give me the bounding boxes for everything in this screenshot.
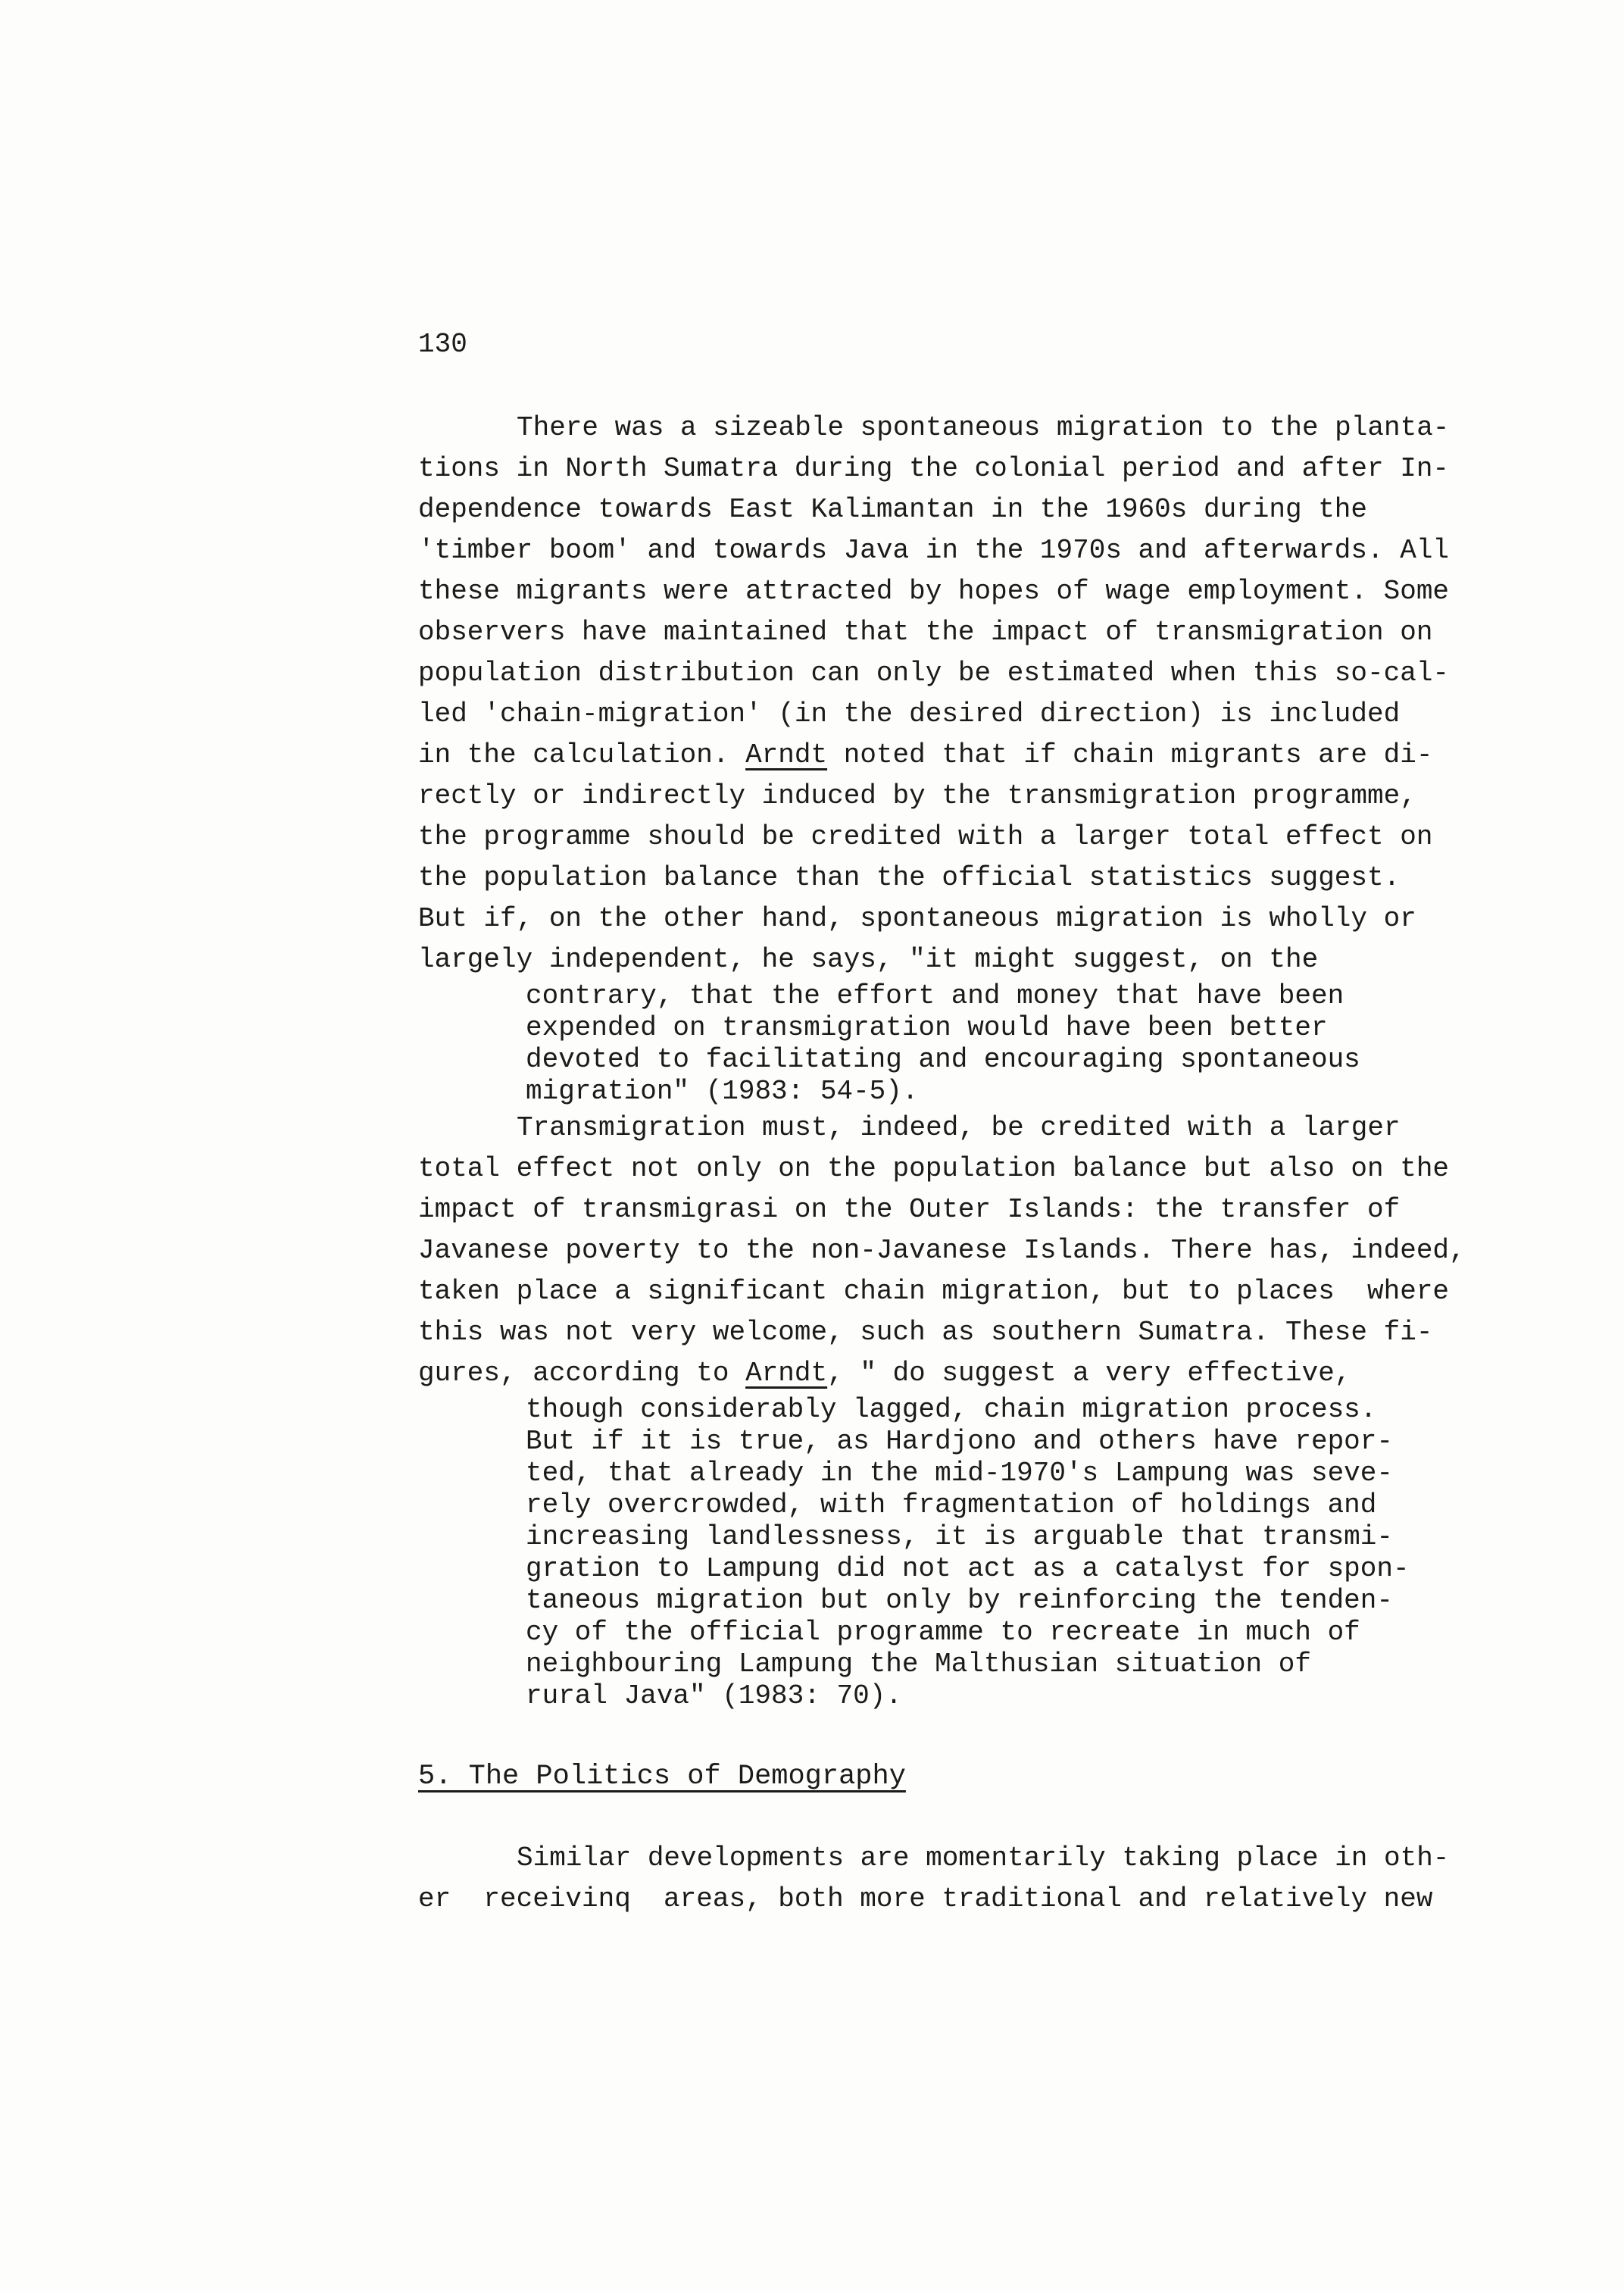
quote-line: ted, that already in the mid-1970's Lampung was seve- bbox=[526, 1458, 1393, 1489]
text-line: this was not very welcome, such as southern Sumatra. These fi- bbox=[418, 1317, 1433, 1348]
quote-line: contrary, that the effort and money that have been bbox=[526, 980, 1344, 1011]
text-line: total effect not only on the population balance but also on the bbox=[418, 1153, 1450, 1184]
text-line: taken place a significant chain migration, but to places where bbox=[418, 1276, 1450, 1307]
paragraph-3 bbox=[418, 1838, 1539, 1920]
quote-line: gration to Lampung did not act as a catalyst for spon- bbox=[526, 1553, 1410, 1584]
text-line: Transmigration must, indeed, be credited with a larger bbox=[517, 1112, 1401, 1143]
text-line: population distribution can only be estimated when this so-cal- bbox=[418, 658, 1450, 689]
quote-line: But if it is true, as Hardjono and others have repor- bbox=[526, 1426, 1393, 1457]
text-line: There was a sizeable spontaneous migration to the planta- bbox=[517, 412, 1450, 443]
text-line: 'timber boom' and towards Java in the 1970s and afterwards. All bbox=[418, 535, 1450, 566]
quote-line: taneous migration but only by reinforcing the tenden- bbox=[526, 1585, 1393, 1616]
text-segment: noted that if chain migrants are di- bbox=[827, 739, 1433, 770]
block-quote-1 bbox=[526, 980, 1539, 1108]
section-heading: 5. The Politics of Demography bbox=[418, 1761, 906, 1792]
text-line: dependence towards East Kalimantan in the 1960s during the bbox=[418, 494, 1368, 525]
text-line: rectly or indirectly induced by the transmigration programme, bbox=[418, 780, 1416, 811]
quote-line: devoted to facilitating and encouraging spontaneous bbox=[526, 1044, 1360, 1075]
text-line: the population balance than the official statistics suggest. bbox=[418, 862, 1401, 893]
paragraph-1 bbox=[418, 408, 1539, 980]
text-line: largely independent, he says, "it might suggest, on the bbox=[418, 944, 1319, 975]
text-line: the programme should be credited with a larger total effect on bbox=[418, 821, 1433, 852]
text-line: But if, on the other hand, spontaneous migration is wholly or bbox=[418, 903, 1416, 934]
paragraph-2 bbox=[418, 1108, 1539, 1394]
text-line bbox=[418, 1353, 1539, 1394]
underlined-reference: Arndt bbox=[745, 1358, 828, 1389]
page-number: 130 bbox=[418, 329, 467, 360]
text-line: these migrants were attracted by hopes of wage employment. Some bbox=[418, 576, 1450, 607]
quote-line: though considerably lagged, chain migration process. bbox=[526, 1394, 1377, 1425]
quote-line: expended on transmigration would have been better bbox=[526, 1012, 1328, 1043]
text-line: impact of transmigrasi on the Outer Islands: the transfer of bbox=[418, 1194, 1401, 1225]
text-line: Similar developments are momentarily taking place in oth- bbox=[517, 1842, 1450, 1874]
block-quote-2 bbox=[526, 1394, 1539, 1712]
underlined-reference: Arndt bbox=[745, 739, 828, 770]
text-segment: gures, according to bbox=[418, 1358, 746, 1389]
text-column bbox=[418, 324, 1539, 1920]
text-line: observers have maintained that the impact of transmigration on bbox=[418, 617, 1433, 648]
quote-line: cy of the official programme to recreate in much of bbox=[526, 1617, 1360, 1648]
quote-line: rely overcrowded, with fragmentation of holdings and bbox=[526, 1489, 1377, 1521]
text-segment: in the calculation. bbox=[418, 739, 746, 770]
text-line: led 'chain-migration' (in the desired direction) is included bbox=[418, 699, 1401, 730]
quote-line: neighbouring Lampung the Malthusian situation of bbox=[526, 1649, 1311, 1680]
quote-line: rural Java" (1983: 70). bbox=[526, 1680, 902, 1711]
text-line: er receivinq areas, both more traditional and relatively new bbox=[418, 1883, 1433, 1914]
quote-line: increasing landlessness, it is arguable that transmi- bbox=[526, 1521, 1393, 1552]
quote-line: migration" (1983: 54-5). bbox=[526, 1076, 919, 1107]
text-line bbox=[418, 735, 1539, 776]
text-line: tions in North Sumatra during the colonial period and after In- bbox=[418, 453, 1450, 484]
text-line: Javanese poverty to the non-Javanese Islands. There has, indeed, bbox=[418, 1235, 1466, 1266]
text-segment: , " do suggest a very effective, bbox=[827, 1358, 1351, 1389]
